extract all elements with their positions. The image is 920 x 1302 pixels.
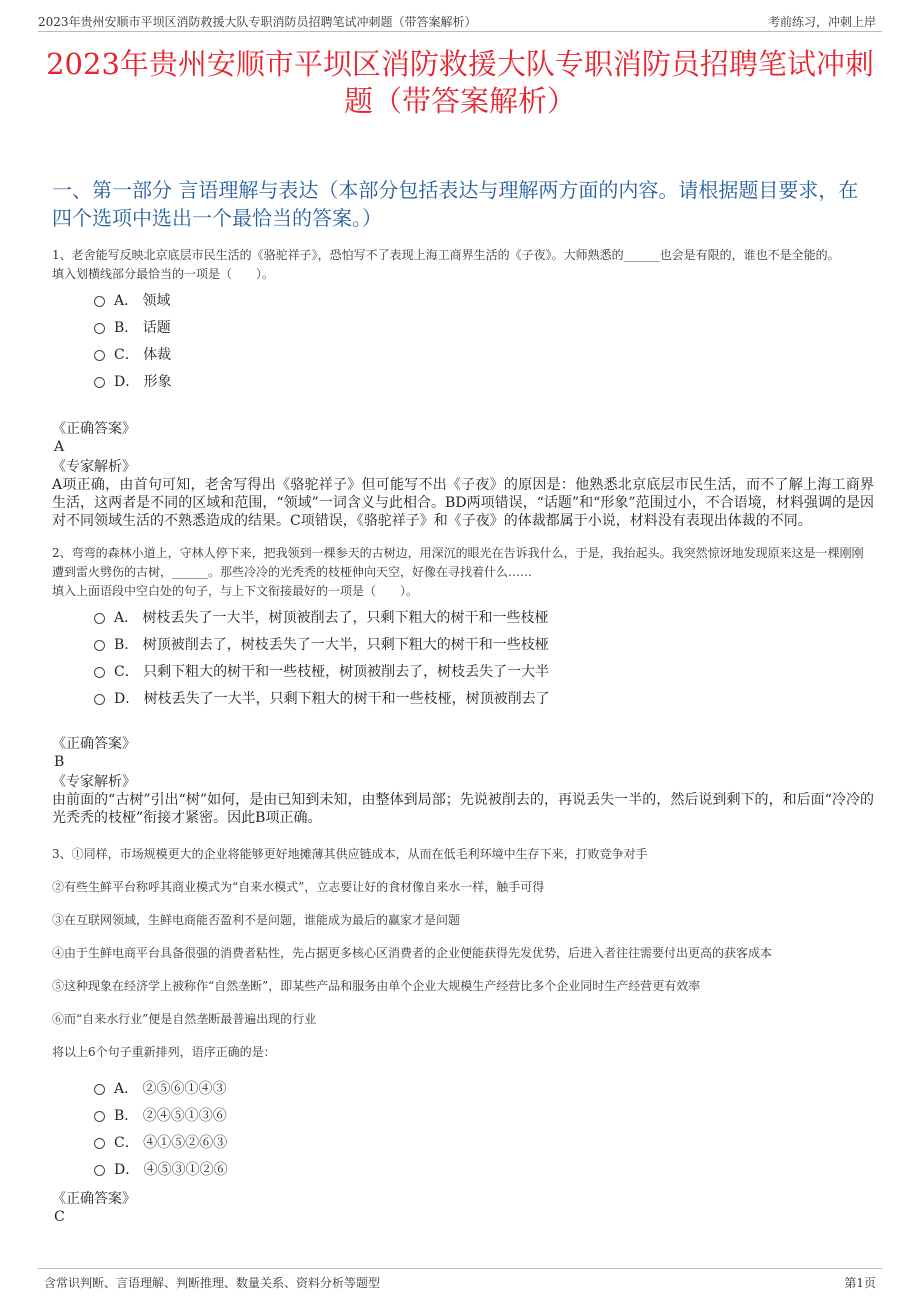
- option-label: B． ②④⑤①③⑥: [114, 1108, 227, 1124]
- radio-icon[interactable]: [94, 1165, 105, 1176]
- section-heading: 一、第一部分 言语理解与表达（本部分包括表达与理解两方面的内容。请根据题目要求，在四个选项中选出一个最恰当的答案。）: [52, 178, 859, 230]
- sentence-6: ⑥而“自来水行业”便是自然垄断最普遍出现的行业: [52, 1012, 317, 1026]
- sentence-2: ②有些生鲜平台称呼其商业模式为“自来水模式”，立志要让好的食材像自来水一样，触手可得: [52, 880, 545, 894]
- page-footer: [0, 1262, 920, 1302]
- option-b[interactable]: [94, 315, 874, 342]
- option-a[interactable]: [94, 1076, 874, 1103]
- sentence-1: 3、①同样，市场规模更大的企业将能够更好地摊薄其供应链成本，从而在低毛利环境中生存下来，打败竞争对手: [52, 847, 648, 861]
- header-doc-title: 2023年贵州安顺市平坝区消防救援大队专职消防员招聘笔试冲刺题（带答案解析）: [38, 15, 477, 29]
- sentence-4: ④由于生鲜电商平台具备很强的消费者粘性，先占据更多核心区消费者的企业便能获得先发优势，后进入者往往需要付出更高的获客成本: [52, 946, 773, 960]
- option-a[interactable]: [94, 605, 874, 632]
- radio-icon[interactable]: [94, 323, 105, 334]
- option-d[interactable]: [94, 686, 874, 713]
- option-label: D． 形象: [114, 374, 172, 390]
- explanation-label: 《专家解析》: [52, 459, 136, 475]
- radio-icon[interactable]: [94, 640, 105, 651]
- question-prompt: 填入上面语段中空白处的句子，与上下文衔接最好的一项是（ ）。: [52, 584, 419, 598]
- option-d[interactable]: [94, 369, 874, 396]
- option-list: [94, 1076, 874, 1184]
- question-stem: 1、老舍能写反映北京底层市民生活的《骆驼祥子》，恐怕写不了表现上海工商界生活的《子夜》。大师熟悉的______也会是有限的，谁也不是全能的。: [52, 248, 840, 262]
- option-label: C． 只剩下粗大的树干和一些枝桠，树顶被削去了，树枝丢失了一大半: [114, 664, 550, 680]
- radio-icon[interactable]: [94, 667, 105, 678]
- option-b[interactable]: [94, 1103, 874, 1130]
- header-slogan: 考前练习，冲刺上岸: [767, 15, 876, 29]
- option-label: A． ②⑤⑥①④③: [114, 1081, 227, 1097]
- question-3: [52, 845, 874, 1226]
- option-d[interactable]: [94, 1157, 874, 1184]
- footer-note: 含常识判断、言语理解、判断推理、数量关系、资料分析等题型: [44, 1276, 381, 1290]
- option-a[interactable]: [94, 288, 874, 315]
- question-prompt: 填入划横线部分最恰当的一项是（ ）。: [52, 267, 275, 281]
- answer-label: 《正确答案》: [52, 421, 136, 437]
- option-label: C． ④①⑤②⑥③: [114, 1135, 228, 1151]
- radio-icon[interactable]: [94, 350, 105, 361]
- sentence-3: ③在互联网领域，生鲜电商能否盈利不是问题，谁能成为最后的赢家才是问题: [52, 913, 461, 927]
- explanation-text: 由前面的“古树”引出“树”如何，是由已知到未知，由整体到局部；先说被削去的，再说丢失一半的，然后说到剩下的，和后面“冷冷的光秃秃的枝桠”衔接才紧密。因此B项正确。: [52, 792, 874, 826]
- option-label: C． 体裁: [114, 347, 172, 363]
- explanation-text: A项正确，由首句可知，老舍写得出《骆驼祥子》但可能写不出《子夜》的原因是：他熟悉北京底层市民生活，而不了解上海工商界生活，这两者是不同的区域和范围，“领域”一词含义与此相合。BD两项错误，“话题”和“形象”范围过小，不合语境，材料强调的是因对不同领域生活的不熟悉造成的结果。C项错误，《骆驼祥子》和《子夜》的体裁都属于小说，材料没有表现出体裁的不同。: [52, 477, 874, 529]
- radio-icon[interactable]: [94, 694, 105, 705]
- option-list: [94, 605, 874, 713]
- page-header: [0, 0, 920, 34]
- header-divider: [38, 31, 882, 32]
- page-number: 第1页: [844, 1276, 876, 1290]
- questions-body: [52, 246, 874, 1226]
- option-label: D． 树枝丢失了一大半，只剩下粗大的树干和一些枝桠，树顶被削去了: [114, 691, 550, 707]
- radio-icon[interactable]: [94, 613, 105, 624]
- question-1: [52, 246, 874, 530]
- answer-label: 《正确答案》: [52, 736, 136, 752]
- radio-icon[interactable]: [94, 296, 105, 307]
- option-label: B． 树顶被削去了，树枝丢失了一大半，只剩下粗大的树干和一些枝桠: [114, 637, 549, 653]
- option-label: A． 领域: [114, 293, 171, 309]
- question-prompt: 将以上6个句子重新排列，语序正确的是：: [52, 1045, 276, 1059]
- question-stem: 2、弯弯的森林小道上，守林人停下来，把我领到一棵参天的古树边，用深沉的眼光在告诉我什么，于是，我抬起头。我突然惊讶地发现原来这是一棵刚刚遭到雷火劈伤的古树，______。那些冷冷的光秃秃的枝桠伸向天空，好像在寻找着什么……: [52, 546, 864, 579]
- answer-label: 《正确答案》: [52, 1191, 136, 1207]
- option-label: B． 话题: [114, 320, 171, 336]
- answer-value: B: [54, 754, 65, 770]
- option-c[interactable]: [94, 659, 874, 686]
- footer-divider: [38, 1268, 882, 1269]
- option-list: [94, 288, 874, 396]
- option-b[interactable]: [94, 632, 874, 659]
- radio-icon[interactable]: [94, 1138, 105, 1149]
- radio-icon[interactable]: [94, 377, 105, 388]
- answer-value: A: [54, 439, 65, 455]
- sentence-5: ⑤这种现象在经济学上被称作“自然垄断”，即某些产品和服务由单个企业大规模生产经营比多个企业同时生产经营更有效率: [52, 979, 701, 993]
- document-title: 2023年贵州安顺市平坝区消防救援大队专职消防员招聘笔试冲刺题（带答案解析）: [46, 47, 874, 118]
- option-c[interactable]: [94, 1130, 874, 1157]
- radio-icon[interactable]: [94, 1111, 105, 1122]
- option-label: A． 树枝丢失了一大半，树顶被削去了，只剩下粗大的树干和一些枝桠: [114, 610, 549, 626]
- question-2: [52, 544, 874, 827]
- option-c[interactable]: [94, 342, 874, 369]
- answer-value: C: [54, 1209, 65, 1225]
- option-label: D． ④⑤③①②⑥: [114, 1162, 228, 1178]
- radio-icon[interactable]: [94, 1084, 105, 1095]
- explanation-label: 《专家解析》: [52, 774, 136, 790]
